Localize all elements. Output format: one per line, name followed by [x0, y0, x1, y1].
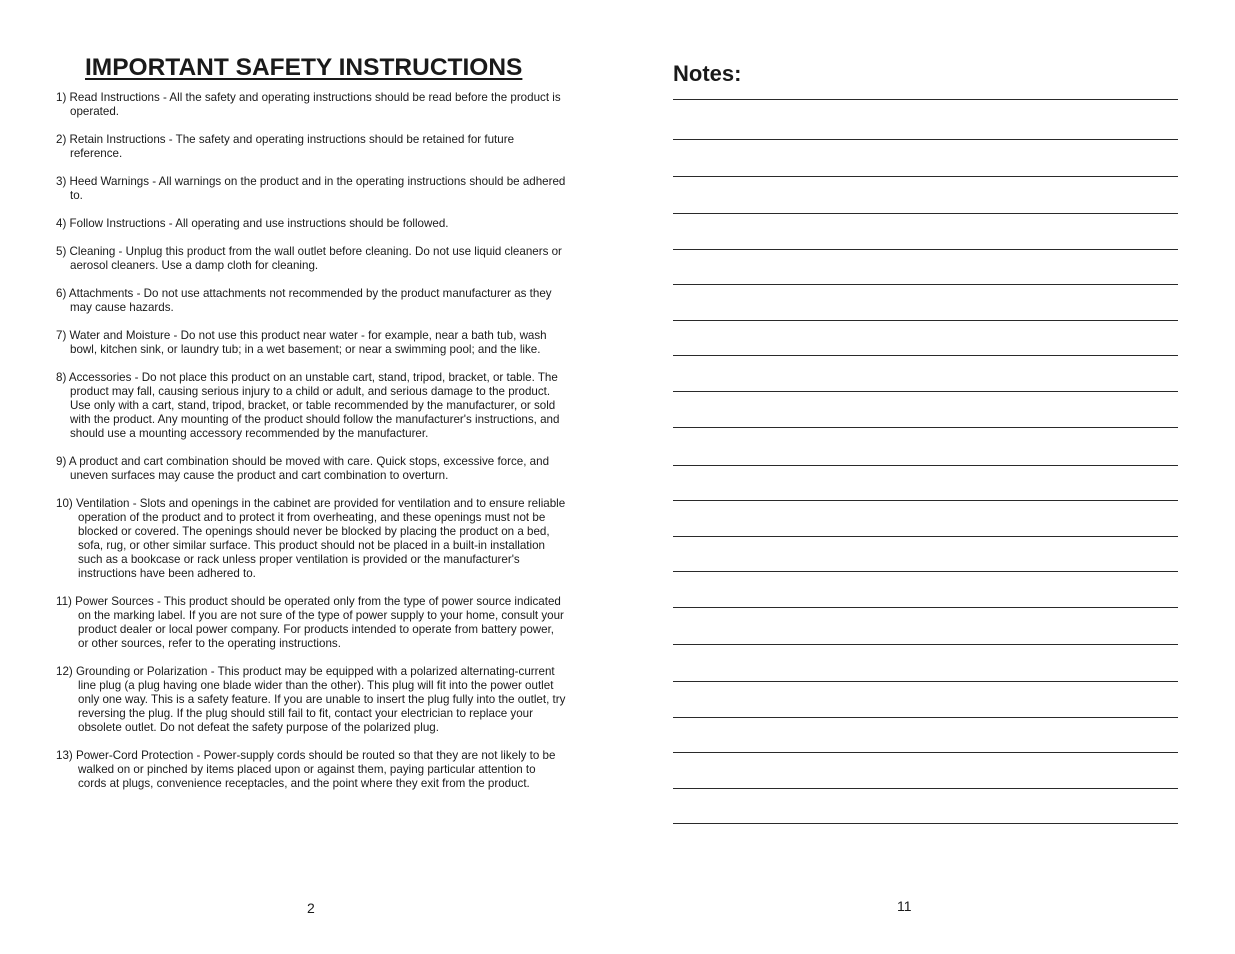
instruction-item: [56, 175, 566, 203]
instruction-item: [56, 665, 566, 735]
instruction-number: 8): [56, 371, 67, 384]
instruction-item: [56, 329, 566, 357]
instruction-text: Heed Warnings - All warnings on the product and in the operating instructions should be adhered to.: [69, 175, 566, 202]
note-line: [673, 607, 1178, 608]
note-line: [673, 99, 1178, 100]
instruction-text: Cleaning - Unplug this product from the wall outlet before cleaning. Do not use liquid cleaners or aerosol cleaners. Use a damp cloth for cleaning.: [69, 245, 562, 272]
note-line: [673, 320, 1178, 321]
note-line: [673, 823, 1178, 824]
instruction-item: [56, 595, 566, 651]
note-line: [673, 752, 1178, 753]
instruction-text: Grounding or Polarization - This product may be equipped with a polarized alternating-current line plug (a plug having one blade wider than the other). This plug will fit into the power outlet only one way. This is a safety feature. If you are unable to insert the plug fully into the outlet, try reversing the plug. If the plug should still fail to fit, contact your electrician to replace your obsolete outlet. Do not defeat the safety purpose of the polarized plug.: [76, 665, 566, 734]
instruction-text: Follow Instructions - All operating and use instructions should be followed.: [69, 217, 449, 230]
instruction-number: 12): [56, 665, 73, 678]
instruction-text: Attachments - Do not use attachments not recommended by the product manufacturer as they may cause hazards.: [68, 287, 552, 314]
instruction-number: 13): [56, 749, 73, 762]
notes-title: Notes:: [673, 61, 742, 86]
page-number-left: 2: [307, 900, 315, 916]
instruction-item: [56, 217, 566, 231]
instruction-item: [56, 749, 566, 791]
note-line: [673, 536, 1178, 537]
instruction-text: Power Sources - This product should be operated only from the type of power source indicated on the marking label. If you are not sure of the type of power supply to your home, consult your product dealer or local power company. For products intended to operate from battery power, or other sources, refer to the operating instructions.: [75, 595, 564, 650]
note-line: [673, 355, 1178, 356]
instruction-number: 11): [56, 595, 72, 608]
note-line: [673, 213, 1178, 214]
instruction-item: [56, 245, 566, 273]
safety-instructions-list: [56, 91, 566, 805]
note-line: [673, 681, 1178, 682]
instruction-text: Accessories - Do not place this product on an unstable cart, stand, tripod, bracket, or table. The product may fall, causing serious injury to a child or adult, and serious damage to the product. Use only with a cart, stand, tripod, bracket, or table recommended by the manufacturer, or sold with the product. Any mounting of the product should follow the manufacturer's instructions, and should use a mounting accessory recommended by the manufacturer.: [68, 371, 560, 440]
instruction-text: Read Instructions - All the safety and operating instructions should be read before the product is operated.: [69, 91, 561, 118]
instruction-text: A product and cart combination should be moved with care. Quick stops, excessive force, and uneven surfaces may cause the product and cart combination to overturn.: [68, 455, 550, 482]
right-page: [617, 0, 1235, 954]
instruction-item: [56, 497, 566, 581]
instruction-number: 4): [56, 217, 67, 230]
note-line: [673, 465, 1178, 466]
instruction-number: 2): [56, 133, 67, 146]
note-line: [673, 788, 1178, 789]
instruction-item: [56, 455, 566, 483]
instruction-number: 6): [56, 287, 67, 300]
instruction-item: [56, 371, 566, 441]
instruction-text: Retain Instructions - The safety and operating instructions should be retained for future reference.: [69, 133, 515, 160]
instruction-item: [56, 91, 566, 119]
note-line: [673, 500, 1178, 501]
note-line: [673, 139, 1178, 140]
instruction-number: 7): [56, 329, 67, 342]
note-line: [673, 249, 1178, 250]
note-line: [673, 571, 1178, 572]
notes-lines: [673, 0, 1178, 954]
note-line: [673, 391, 1178, 392]
instruction-item: [56, 287, 566, 315]
left-page: [0, 0, 617, 954]
note-line: [673, 644, 1178, 645]
instruction-number: 10): [56, 497, 73, 510]
note-line: [673, 284, 1178, 285]
note-line: [673, 176, 1178, 177]
safety-instructions-title: IMPORTANT SAFETY INSTRUCTIONS: [85, 54, 523, 81]
instruction-text: Ventilation - Slots and openings in the cabinet are provided for ventilation and to ensure reliable operation of the product and to protect it from overheating, and these openings must not be blocked or covered. The openings should never be blocked by placing the product on a bed, sofa, rug, or other similar surface. This product should not be placed in a built-in installation such as a bookcase or rack unless proper ventilation is provided or the manufacturer's instructions have been adhered to.: [76, 497, 566, 580]
instruction-item: [56, 133, 566, 161]
note-line: [673, 427, 1178, 428]
instruction-number: 5): [56, 245, 67, 258]
note-line: [673, 717, 1178, 718]
instruction-number: 3): [56, 175, 67, 188]
instruction-text: Power-Cord Protection - Power-supply cords should be routed so that they are not likely to be walked on or pinched by items placed upon or against them, paying particular attention to cords at plugs, convenience receptacles, and the point where they exit from the product.: [76, 749, 556, 790]
instruction-number: 1): [56, 91, 67, 104]
page-number-right: 11: [897, 898, 912, 914]
instruction-text: Water and Moisture - Do not use this product near water - for example, near a bath tub, wash bowl, kitchen sink, or laundry tub; in a wet basement; or near a swimming pool; and the like.: [69, 329, 547, 356]
instruction-number: 9): [56, 455, 67, 468]
